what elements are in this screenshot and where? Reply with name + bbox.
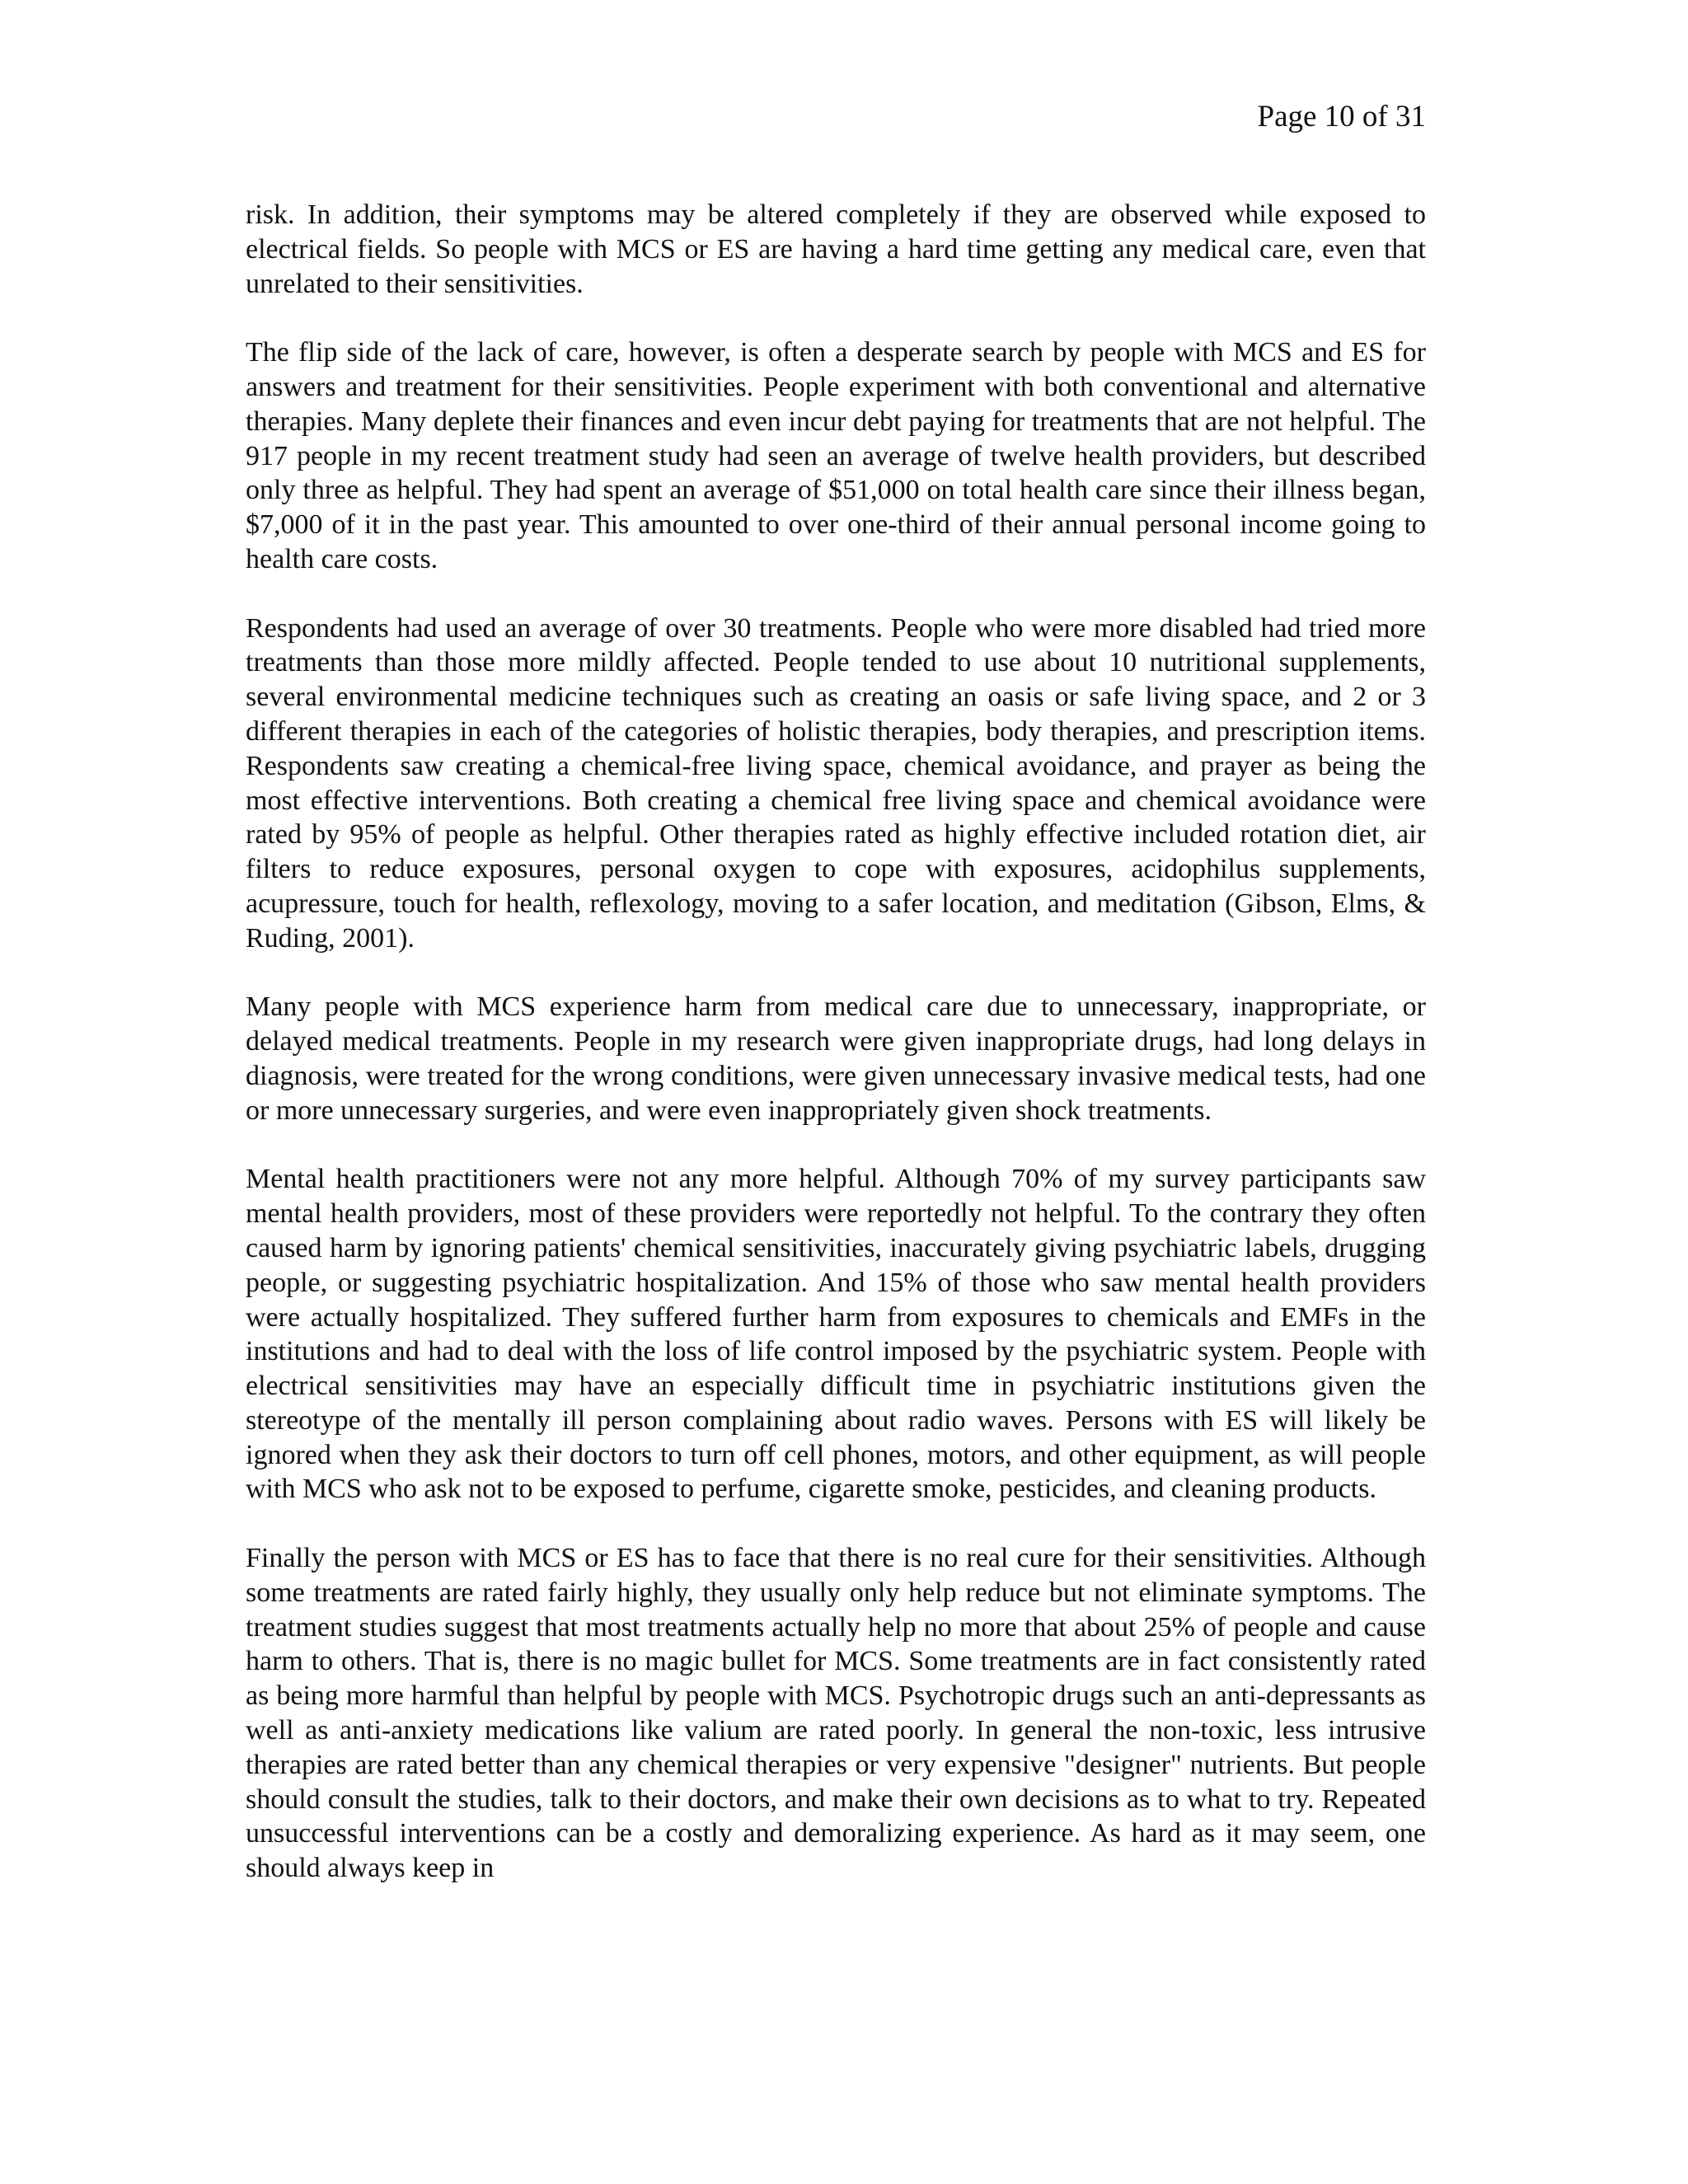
paragraph-treatments-used: Respondents had used an average of over 30 treatments. People who were more disabled had tried more treatments than those more mildly affected. People tended to use about 10 nutritional supplements, several environmental medicine techniques such as creating an oasis or safe living space, and 2 or 3 different therapies in each of the categories of holistic therapies, body therapies, and prescription items. Respondents saw creating a chemical-free living space, chemical avoidance, and prayer as being the most effective interventions. Both creating a chemical free living space and chemical avoidance were rated by 95% of people as helpful. Other therapies rated as highly effective included rotation diet, air filters to reduce exposures, personal oxygen to cope with exposures, acidophilus supplements, acupressure, touch for health, reflexology, moving to a safer location, and meditation (Gibson, Elms, & Ruding, 2001).: [246, 612, 1426, 954]
paragraph-search-for-treatment: The flip side of the lack of care, however, is often a desperate search by people with MCS and ES for answers and treatment for their sensitivities. People experiment with both conventional and alternative therapies. Many deplete their finances and even incur debt paying for treatments that are not helpful. The 917 people in my recent treatment study had seen an average of twelve health providers, but described only three as helpful. They had spent an average of $51,000 on total health care since their illness began, $7,000 of it in the past year. This amounted to over one-third of their annual personal income going to health care costs.: [246, 337, 1426, 574]
paragraph-continued-risk: risk. In addition, their symptoms may be altered completely if they are observed while exposed to electrical fields. So people with MCS or ES are having a hard time getting any medical care, even that unrelated to their sensitivities.: [246, 199, 1426, 299]
body-text: [246, 198, 1426, 1886]
paragraph-no-cure: Finally the person with MCS or ES has to face that there is no real cure for their sensitivities. Although some treatments are rated fairly highly, they usually only help reduce but not eliminate symptoms. The treatment studies suggest that most treatments actually help no more that about 25% of people and cause harm to others. That is, there is no magic bullet for MCS. Some treatments are in fact consistently rated as being more harmful than helpful by people with MCS. Psychotropic drugs such an anti-depressants as well as anti-anxiety medications like valium are rated poorly. In general the non-toxic, less intrusive therapies are rated better than any chemical therapies or very expensive "designer" nutrients. But people should consult the studies, talk to their doctors, and make their own decisions as to what to try. Repeated unsuccessful interventions can be a costly and demoralizing experience. As hard as it may seem, one should always keep in: [246, 1543, 1426, 1884]
paragraph-medical-harm: Many people with MCS experience harm from medical care due to unnecessary, inappropriate, or delayed medical treatments. People in my research were given inappropriate drugs, had long delays in diagnosis, were treated for the wrong conditions, were given unnecessary invasive medical tests, had one or more unnecessary surgeries, and were even inappropriately given shock treatments.: [246, 991, 1426, 1126]
paragraph-mental-health: Mental health practitioners were not any more helpful. Although 70% of my survey participants saw mental health providers, most of these providers were reportedly not helpful. To the contrary they often caused harm by ignoring patients' chemical sensitivities, inaccurately giving psychiatric labels, drugging people, or suggesting psychiatric hospitalization. And 15% of those who saw mental health providers were actually hospitalized. They suffered further harm from exposures to chemicals and EMFs in the institutions and had to deal with the loss of life control imposed by the psychiatric system. People with electrical sensitivities may have an especially difficult time in psychiatric institutions given the stereotype of the mentally ill person complaining about radio waves. Persons with ES will likely be ignored when they ask their doctors to turn off cell phones, motors, and other equipment, as will people with MCS who ask not to be exposed to perfume, cigarette smoke, pesticides, and cleaning products.: [246, 1164, 1426, 1505]
page-number: Page 10 of 31: [1257, 100, 1426, 134]
